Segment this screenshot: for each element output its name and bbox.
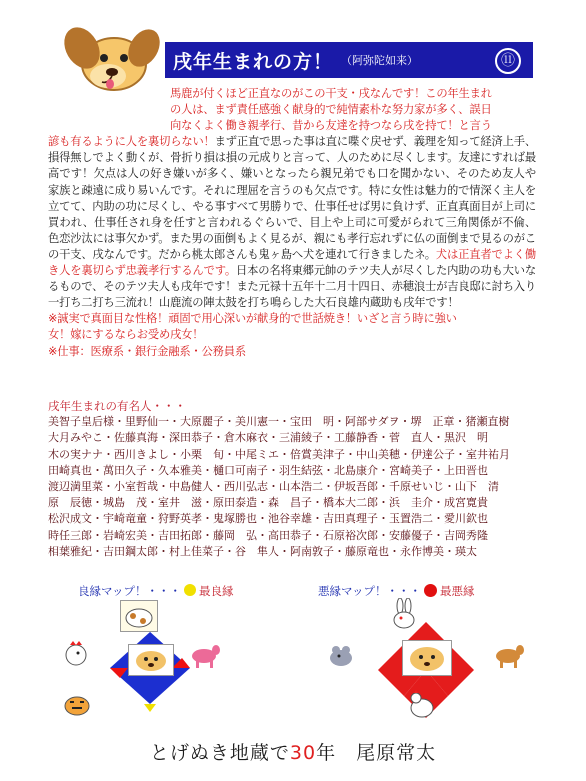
title-banner — [165, 42, 533, 78]
center-dog-icon — [128, 644, 174, 676]
footer-credit — [0, 738, 586, 765]
intro-red-line-4: 諺も有るように人を裏切らない！ — [48, 135, 215, 149]
summary-line-2: 女！嫁にするならお受め戌女！ — [48, 328, 204, 342]
rooster-icon — [60, 640, 94, 670]
rat-icon — [324, 640, 358, 670]
rabbit-icon — [386, 598, 422, 630]
bad-map-label: 悪縁マップ！・・・ — [318, 584, 422, 598]
intro-red-line-2: の人は、まず責任感強く献身的で純情素朴な努力家が多く、誤日 — [170, 103, 492, 117]
famous-line: 木の実ナナ・西川きよし・小栗 旬・中尾ミエ・倍賞美津子・中山美穂・伊達公子・室井祐月 — [48, 447, 510, 461]
cow-icon — [120, 600, 158, 632]
tiger-icon — [60, 690, 94, 720]
famous-line: 時任三郎・岩崎宏美・吉田拓郎・藤岡 弘・高田恭子・石原裕次郎・安藤優子・吉岡秀隆 — [48, 528, 488, 542]
body-paragraph-2: 日本の名将東郷元帥のテツ夫人が尽くした内助の功も大いなるもので、そのテツ夫人も戌年です！また元禄十五年十二月十四日、赤穂浪士が吉良邸に討ち入り一打ち二打ち三流れ！山鹿流の陣太鼓を打ち鳴らした大石良雄内蔵助も戌年です！ — [48, 264, 536, 310]
intro-red-line-3: 向なくよく働き親孝行、昔から友達を持つなら戌を持て！と言う — [170, 119, 492, 133]
summary-line-1: ※誠実で真面目な性格！頑固で用心深いが献身的で世話焼き！いざと言う時に強い — [48, 312, 457, 326]
famous-line: 美智子皇后様・里野仙一・大原麗子・美川憲一・宝田 明・阿部サダヲ・堺 正章・猪瀬直樹 — [48, 415, 510, 429]
famous-line: 松沢成文・宇崎竜童・狩野英孝・鬼塚勝也・池谷幸雄・吉田真理子・玉置浩二・愛川欽也 — [48, 512, 488, 526]
summary-jobs: ※仕事：医療系・銀行金融系・公務員系 — [48, 344, 246, 358]
bad-map-result: 最悪縁 — [440, 584, 475, 598]
yellow-circle-icon — [184, 584, 196, 596]
body-red-emphasis: 犬は正直者でよく働き人を裏切らず忠義孝行するんです。 — [48, 247, 537, 278]
famous-line: 原 辰徳・城島 茂・室井 滋・原田泰造・森 昌子・橋本大二郎・浜 圭介・成宮寛貴 — [48, 496, 488, 510]
horse-icon — [188, 640, 222, 670]
footer-years: 30 — [289, 742, 317, 764]
famous-people-list — [48, 414, 536, 560]
good-map-label: 良縁マップ！・・・ — [78, 584, 182, 598]
famous-line: 大月みやこ・佐藤真海・深田恭子・倉木麻衣・三浦綾子・工藤静香・菅 直人・黒沢 明 — [48, 431, 488, 445]
page-number-badge: ⑪ — [495, 48, 521, 74]
page-title: 戌年生まれの方！ — [173, 50, 334, 73]
bad-map-title — [318, 583, 475, 599]
famous-line: 相葉雅紀・吉田鋼太郎・村上佳菜子・谷 隼人・阿南敦子・藤原竜也・永作博美・瑛太 — [48, 544, 477, 558]
page-subtitle: （阿弥陀如来） — [341, 54, 419, 67]
famous-line: 渡辺満里菜・小室哲哉・中島健人・西川弘志・山本浩二・伊坂吾郎・千原せいじ・山下 清 — [48, 480, 499, 494]
horse-bad-icon — [492, 640, 526, 670]
good-map-result: 最良縁 — [199, 584, 234, 598]
good-map-title — [78, 583, 234, 599]
famous-people-section — [48, 398, 536, 560]
body-paragraph-1: まず正直で思った事は直に喋ぐ戻せず、義理を知って経済上手、損得無しでよく動くが、骨折り損は損の元成りと言って、人のために尽くします。友達にすれば最高です！欠点は人の好き嫌いが多く、嫌いとなったら親兄弟でも口を聞かない、そのため友人や家族と疎遠に成り易いんです。それに理屈を言うのも欠点です。特に女性は魅力的で情深く主人を立てて、内助の功に尽くし、やる事すべて男勝りで、仕事任せば男に負けず、正直真面目が上司に買われ、仕事任され身を任すと言われるぐらいで、目上や上司に可愛がられて三角関係が不倫、色恋沙汰には事欠かず。また男の面倒もよく見るが、親にも孝行忘れずに仏の面倒まで見るのがこの干支、戌なんです。だから桃太郎さんも鬼ヶ島へ犬を連れて行きましたネ。 — [48, 135, 536, 261]
red-circle-icon — [424, 584, 437, 597]
chicken-icon — [404, 688, 438, 720]
footer-suffix: 年 尾原常太 — [316, 742, 437, 764]
footer-prefix: とげぬき地蔵で — [149, 742, 290, 764]
body-text — [48, 86, 536, 360]
bad-center-dog-icon — [402, 640, 452, 676]
famous-people-title: 戌年生まれの有名人・・・ — [48, 399, 186, 413]
famous-line: 田崎真也・萬田久子・久本雅美・樋口可南子・羽生結弦・北島康介・宮崎美子・上田晋也 — [48, 463, 488, 477]
intro-red-line-1: 馬鹿が付くほど正直なのがこの干支・戌なんです！この年生まれ — [170, 87, 492, 100]
